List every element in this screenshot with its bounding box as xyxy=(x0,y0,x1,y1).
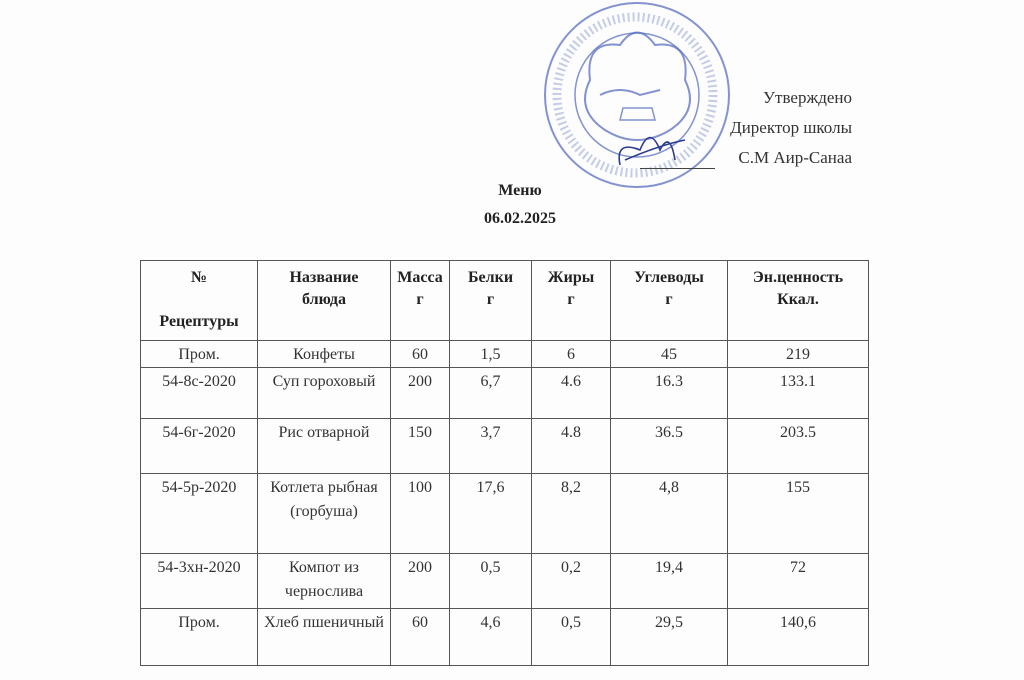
table-cell: Суп гороховый xyxy=(258,368,391,419)
school-stamp-icon xyxy=(540,0,740,195)
table-cell: 200 xyxy=(391,368,450,419)
table-cell: 4,8 xyxy=(611,474,728,554)
column-header xyxy=(532,261,611,341)
table-cell: Компот из чернослива xyxy=(258,554,391,609)
table-cell: 45 xyxy=(611,341,728,368)
table-cell: 3,7 xyxy=(450,419,532,474)
column-header xyxy=(728,261,869,341)
document-title: Меню xyxy=(498,182,542,199)
table-cell: Рис отварной xyxy=(258,419,391,474)
header-line: г xyxy=(665,291,673,308)
table-cell: 150 xyxy=(391,419,450,474)
table-cell: 54-8с-2020 xyxy=(141,368,258,419)
table-cell: Котлета рыбная (горбуша) xyxy=(258,474,391,554)
table-cell: Пром. xyxy=(141,609,258,666)
director-name: С.М Аир-Санаа xyxy=(738,148,852,167)
table-cell: 0,5 xyxy=(450,554,532,609)
column-header xyxy=(391,261,450,341)
table-cell: 54-5р-2020 xyxy=(141,474,258,554)
table-cell: 60 xyxy=(391,341,450,368)
table-cell: Пром. xyxy=(141,341,258,368)
header-line: Жиры xyxy=(547,269,595,286)
table-cell: 219 xyxy=(728,341,869,368)
table-row xyxy=(141,554,869,609)
table-cell: 6 xyxy=(532,341,611,368)
table-cell: 140,6 xyxy=(728,609,869,666)
table-cell: 17,6 xyxy=(450,474,532,554)
table-cell: 72 xyxy=(728,554,869,609)
header-line: Рецептуры xyxy=(159,313,239,330)
table-cell: 6,7 xyxy=(450,368,532,419)
table-row xyxy=(141,368,869,419)
header-line: Ккал. xyxy=(777,291,819,308)
table-cell: 203.5 xyxy=(728,419,869,474)
column-header xyxy=(450,261,532,341)
table-cell: 54-3хн-2020 xyxy=(141,554,258,609)
table-cell: 36.5 xyxy=(611,419,728,474)
table-cell: 155 xyxy=(728,474,869,554)
menu-table xyxy=(140,260,869,666)
table-cell: 133.1 xyxy=(728,368,869,419)
header-line: Название xyxy=(289,269,359,286)
header-line: блюда xyxy=(302,291,346,308)
table-row xyxy=(141,474,869,554)
table-cell: 19,4 xyxy=(611,554,728,609)
table-cell: 54-6г-2020 xyxy=(141,419,258,474)
table-header xyxy=(141,261,869,341)
column-header xyxy=(258,261,391,341)
table-cell: 0,5 xyxy=(532,609,611,666)
signature-line xyxy=(640,168,715,169)
table-cell: 0,2 xyxy=(532,554,611,609)
table-row xyxy=(141,341,869,368)
table-cell: 8,2 xyxy=(532,474,611,554)
table-cell: 16.3 xyxy=(611,368,728,419)
header-line: Масса xyxy=(397,269,443,286)
header-line: Белки xyxy=(467,269,514,286)
header-line: Эн.ценность xyxy=(752,269,844,286)
column-header xyxy=(141,261,258,341)
table-row xyxy=(141,419,869,474)
header-line: Углеводы xyxy=(634,269,704,286)
table-cell: 4.8 xyxy=(532,419,611,474)
table-cell: 4.6 xyxy=(532,368,611,419)
table-cell: 1,5 xyxy=(450,341,532,368)
header-line: г xyxy=(567,291,575,308)
table-cell: 100 xyxy=(391,474,450,554)
approval-label: Утверждено xyxy=(763,88,852,107)
header-line: г xyxy=(486,291,495,308)
menu-date: 06.02.2025 xyxy=(484,210,556,227)
director-title: Директор школы xyxy=(730,118,852,137)
table-cell: 60 xyxy=(391,609,450,666)
table-cell: 4,6 xyxy=(450,609,532,666)
header-line: № xyxy=(190,269,208,286)
column-header xyxy=(611,261,728,341)
table-row xyxy=(141,609,869,666)
table-cell: Конфеты xyxy=(258,341,391,368)
table-cell: 200 xyxy=(391,554,450,609)
header-line: г xyxy=(416,291,424,308)
table-cell: 29,5 xyxy=(611,609,728,666)
table-cell: Хлеб пшеничный xyxy=(258,609,391,666)
